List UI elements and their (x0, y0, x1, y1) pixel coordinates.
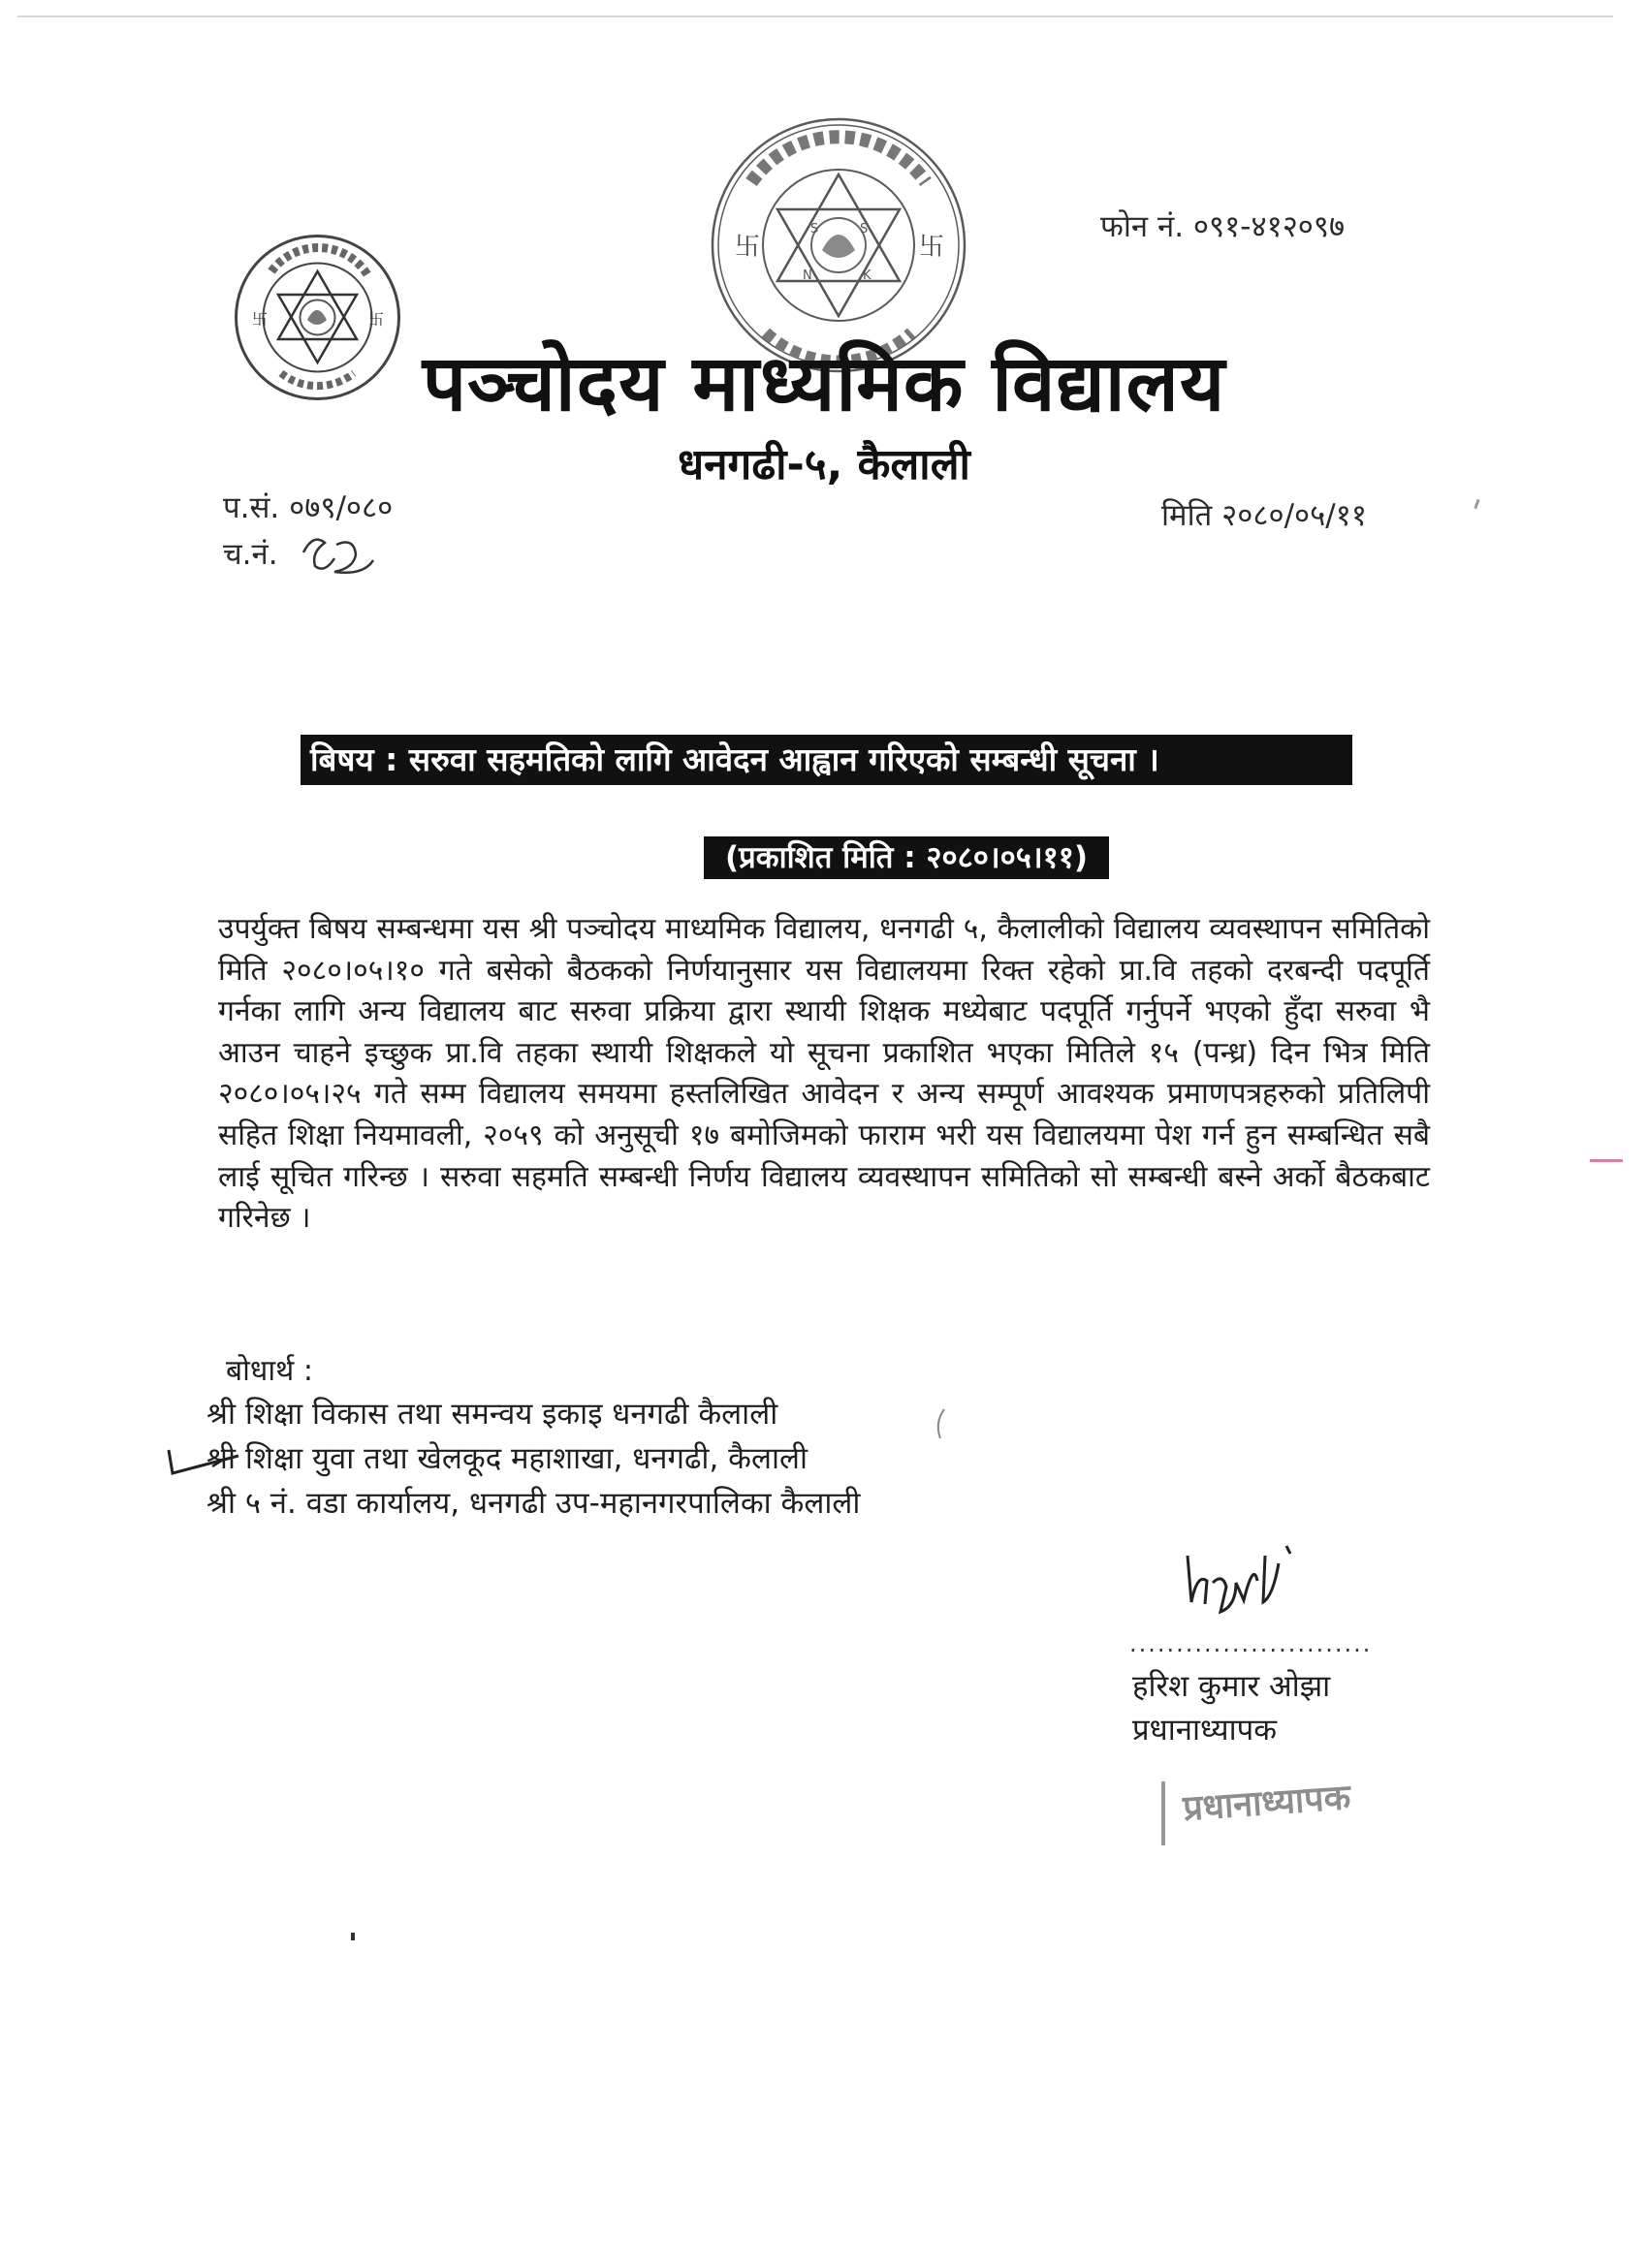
page-top-edge (17, 16, 1613, 17)
reference-number: प.सं. ०७९/०८० (223, 490, 394, 525)
recipient-list (206, 1392, 860, 1526)
subject-heading: बिषय : सरुवा सहमतिको लागि आवेदन आह्वान गरिएको सम्बन्धी सूचना । (301, 735, 1352, 785)
dispatch-number-handwriting (296, 523, 383, 591)
signature-line: .......................... (1129, 1630, 1373, 1657)
recipient-item: श्री ५ नं. वडा कार्यालय, धनगढी उप-महानगरपालिका कैलाली (206, 1486, 861, 1521)
svg-text:K: K (863, 268, 872, 283)
recipient-item: श्री शिक्षा युवा तथा खेलकूद महाशाखा, धनगढी, कैलाली (206, 1441, 808, 1476)
notice-body: उपर्युक्त बिषय सम्बन्धमा यस श्री पञ्चोदय माध्यमिक विद्यालय, धनगढी ५, कैलालीको विद्यालय व्यवस्थापन समितिको मिति २०८०।०५।१० गते बसेको बैठकको निर्णयानुसार यस विद्यालयमा रिक्त रहेको प्रा.वि तहको दरबन्दी पदपूर्ति गर्नका लागि अन्य विद्यालय बाट सरुवा प्रक्रिया द्वारा स्थायी शिक्षक मध्येबाट पदपूर्ति गर्नुपर्ने भएको हुँदा सरुवा भै आउन चाहने इच्छुक प्रा.वि तहका स्थायी शिक्षकले यो सूचना प्रकाशित भएका मितिले १५ (पन्ध्र) दिन भित्र मिति २०८०।०५।२५ गते सम्म विद्यालय समयमा हस्तलिखित आवेदन र अन्य सम्पूर्ण आवश्यक प्रमाणपत्रहरुको प्रतिलिपी सहित शिक्षा नियमावली, २०५९ को अनुसूची १७ बमोजिमको फाराम भरी यस विद्यालयमा पेश गर्न हुन सम्बन्धित सबै लाई सूचित गरिन्छ । सरुवा सहमति सम्बन्धी निर्णय विद्यालय व्यवस्थापन समितिको सो सम्बन्धी बस्ने अर्को बैठकबाट गरिनेछ । (218, 912, 1430, 1236)
svg-text:卐: 卐 (919, 233, 945, 262)
signatory-title: प्रधानाध्यापक (1132, 1713, 1278, 1748)
signatory-name: हरिश कुमार ओझा (1132, 1669, 1331, 1704)
published-date: (प्रकाशित मिति : २०८०।०५।११) (704, 836, 1109, 879)
dispatch-label: च.नं. (223, 537, 278, 572)
speck-mark (1474, 499, 1479, 509)
phone-number: फोन नं. ०९१-४१२०९७ (1100, 209, 1346, 244)
margin-mark (1590, 1159, 1623, 1162)
letter-date: मिति २०८०/०५/११ (1161, 498, 1367, 533)
recipient-item: श्री शिक्षा विकास तथा समन्वय इकाइ धनगढी कैलाली (206, 1397, 778, 1432)
bodharth-label: बोधार्थ : (226, 1354, 313, 1388)
svg-text:N: N (803, 268, 812, 283)
school-address: धनगढी-५, कैलाली (678, 440, 970, 489)
headmaster-stamp: प्रधानाध्यापक (1182, 1778, 1352, 1830)
tick-mark-handwriting (931, 1405, 950, 1444)
svg-text:卐: 卐 (368, 310, 385, 329)
school-name: पञ्चोदय माध्यमिक विद्यालय (422, 338, 1226, 428)
svg-text:S: S (860, 222, 869, 236)
svg-text:S: S (810, 222, 819, 236)
svg-text:卐: 卐 (735, 233, 761, 262)
check-mark-handwriting (165, 1444, 242, 1483)
speck-mark (351, 1933, 355, 1940)
stamp-border (1161, 1781, 1165, 1845)
signature-handwriting (1178, 1536, 1304, 1623)
svg-text:卐: 卐 (252, 310, 269, 329)
